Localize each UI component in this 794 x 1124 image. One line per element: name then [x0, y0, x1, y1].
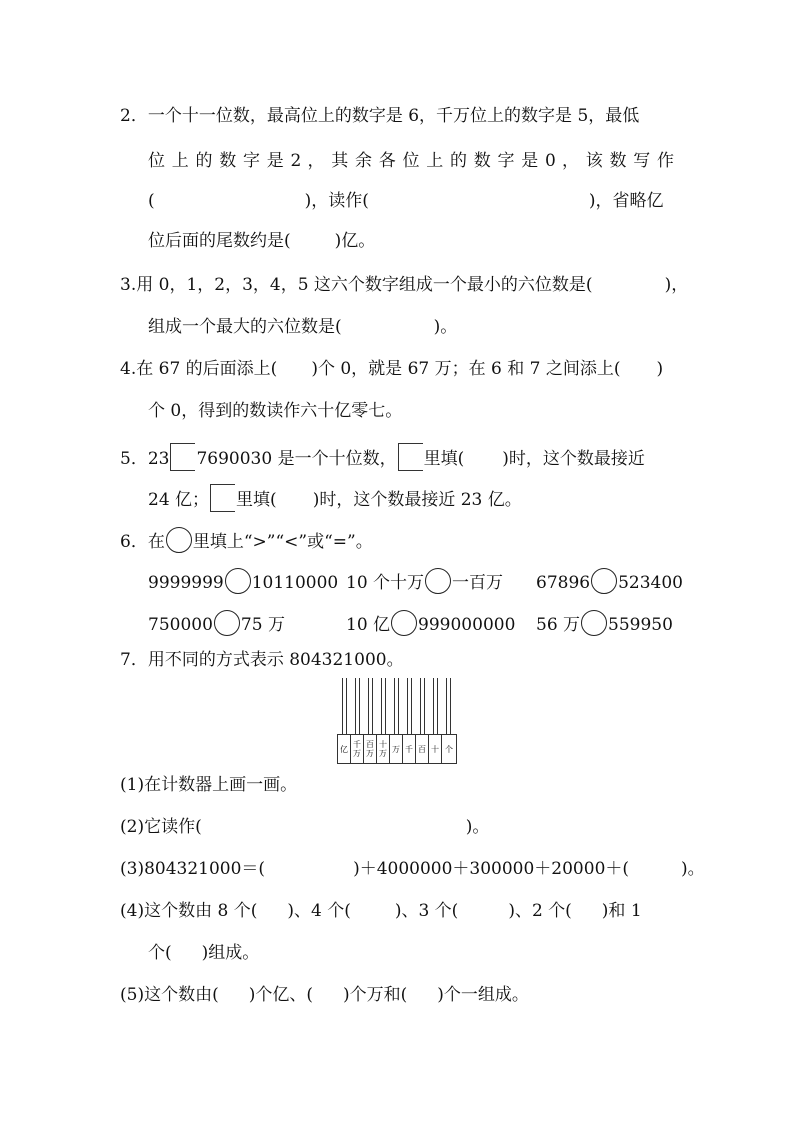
q2-line3: [148, 186, 664, 216]
q4-number: 4.: [120, 359, 137, 379]
abacus-label-ge: 个: [445, 744, 453, 754]
q7-p3-label: (3)804321000＝(: [120, 859, 266, 879]
q6-row2-b: [346, 610, 515, 640]
q3-close-1: )，: [664, 275, 689, 295]
compare-circle[interactable]: [581, 610, 607, 636]
q7-p4-b: )、4 个(: [287, 901, 351, 921]
abacus-label-shi: 十: [429, 735, 442, 763]
q2-omit-label: )，省略亿: [588, 191, 664, 211]
q6-row1-c: [536, 568, 683, 598]
q7-prompt-text: 用不同的方式表示 804321000。: [147, 650, 404, 670]
q3-line2: [148, 312, 457, 342]
q2-number: 2．: [120, 106, 148, 126]
q2-line4: [148, 226, 375, 256]
q2-read-label: )，读作(: [304, 191, 369, 211]
compare-circle[interactable]: [225, 568, 251, 594]
q6-prompt: [120, 527, 373, 557]
q7-part1: (1)在计数器上画一画。: [120, 775, 298, 795]
compare-circle[interactable]: [214, 610, 240, 636]
q7-part2: [120, 812, 489, 842]
q4-text-2: )个 0，就是 67 万；在 6 和 7 之间添上(: [311, 359, 621, 379]
q5-fill-label-2: 里填(: [236, 490, 277, 510]
abacus-label-qianwan: 千万: [351, 735, 364, 763]
abacus-rod[interactable]: [420, 678, 425, 734]
abacus-rod[interactable]: [381, 678, 386, 734]
q5-text-3: 24 亿；: [148, 490, 210, 510]
q7-part4: [120, 896, 642, 926]
abacus-rod[interactable]: [342, 678, 347, 734]
q7-prompt: [120, 645, 404, 675]
q4-text-1: 在 67 的后面添上(: [136, 359, 278, 379]
q3-number: 3.: [120, 275, 137, 295]
q7-p5-c: )个万和(: [342, 985, 408, 1005]
q7-p4-line2-b: )组成。: [201, 943, 260, 963]
q2-approx-label: 位后面的尾数约是(: [148, 231, 291, 251]
abacus-rod[interactable]: [368, 678, 373, 734]
q7-part4-line2: [148, 938, 259, 968]
digit-box-3: [210, 484, 235, 512]
q3-line1: [120, 270, 688, 300]
abacus-rod[interactable]: [355, 678, 360, 734]
abacus-base: [337, 734, 457, 764]
q3-text-2: 组成一个最大的六位数是(: [148, 317, 342, 337]
q2-unit: )亿。: [334, 231, 376, 251]
q7-p3-close: )。: [681, 859, 705, 879]
compare-right: 75 万: [240, 615, 285, 635]
q7-p4-a: (4)这个数由 8 个(: [120, 901, 258, 921]
compare-right: 10110000: [251, 573, 339, 593]
digit-box-1[interactable]: [170, 443, 195, 471]
q6-row2-c: [536, 610, 673, 640]
q5-fill-label-1: 里填(: [423, 449, 465, 469]
q7-number: 7．: [120, 650, 148, 670]
q7-p3-sum: )＋4000000＋300000＋20000＋(: [353, 859, 630, 879]
q6-number: 6．: [120, 532, 148, 552]
compare-left: 9999999: [148, 573, 224, 593]
q7-p4-e: )和 1: [601, 901, 642, 921]
q7-p2-label: (2)它读作(: [120, 817, 202, 837]
q7-p4-line2-a: 个(: [148, 943, 172, 963]
q2-line1: [120, 101, 639, 131]
q7-p4-d: )、2 个(: [508, 901, 572, 921]
q7-p2-close: )。: [465, 817, 490, 837]
compare-circle[interactable]: [591, 568, 617, 594]
compare-left: 10 个十万: [346, 573, 425, 593]
compare-circle[interactable]: [425, 568, 451, 594]
q5-line1: [120, 443, 645, 473]
q2-line2: 位 上 的 数 字 是 2 ， 其 余 各 位 上 的 数 字 是 0 ， 该 数 写 作: [148, 151, 674, 171]
abacus-label-bai: 百: [416, 735, 429, 763]
q5-text-4: )时，这个数最接近 23 亿。: [312, 490, 522, 510]
abacus-rod[interactable]: [446, 678, 451, 734]
compare-circle[interactable]: [391, 610, 417, 636]
compare-left: 10 亿: [346, 615, 391, 635]
abacus-rod[interactable]: [394, 678, 399, 734]
q4-line2: 个 0，得到的数读作六十亿零七。: [148, 401, 403, 421]
compare-circle-example: [166, 527, 192, 553]
q7-p5-a: (5)这个数由(: [120, 985, 219, 1005]
q5-prefix: 23: [147, 449, 170, 469]
q7-p4-c: )、3 个(: [394, 901, 459, 921]
abacus-label-shiwan: 十万: [377, 735, 390, 763]
q3-close-2: )。: [433, 317, 458, 337]
compare-right: 523400: [618, 573, 683, 593]
q5-text-1: 7690030 是一个十位数，: [196, 449, 397, 469]
compare-right: 一百万: [452, 573, 504, 593]
compare-left: 750000: [148, 615, 213, 635]
q7-part3: [120, 854, 705, 884]
q4-close: ): [656, 359, 664, 379]
compare-left: 67896: [536, 573, 591, 593]
q6-row1-a: [148, 568, 338, 598]
q7-p5-d: )个一组成。: [437, 985, 529, 1005]
q3-text-1: 用 0，1，2，3，4，5 这六个数字组成一个最小的六位数是(: [136, 275, 593, 295]
q2-text-1: 一个十一位数，最高位上的数字是 6，千万位上的数字是 5，最低: [147, 106, 640, 126]
q6-row1-b: [346, 568, 503, 598]
q7-p5-b: )个亿、(: [248, 985, 313, 1005]
q2-paren-write: (: [148, 191, 155, 211]
abacus-rod[interactable]: [433, 678, 438, 734]
abacus-rod[interactable]: [407, 678, 412, 734]
q4-line1: [120, 354, 663, 384]
abacus-counter[interactable]: [337, 678, 457, 764]
abacus-label-wan: 万: [390, 735, 403, 763]
q6-row2-a: [148, 610, 285, 640]
compare-right: 999000000: [418, 615, 516, 635]
abacus-label-yi: 亿: [338, 735, 351, 763]
digit-box-2: [398, 443, 423, 471]
q7-part5: [120, 980, 529, 1010]
q6-prompt-b: 里填上“>”“<”或“=”。: [192, 532, 373, 552]
q5-text-2: )时，这个数最接近: [502, 449, 645, 469]
compare-left: 56 万: [536, 615, 581, 635]
abacus-label-baiwan: 百万: [364, 735, 377, 763]
q6-prompt-a: 在: [147, 532, 165, 552]
abacus-label-qian: 千: [403, 735, 416, 763]
q5-number: 5．: [120, 449, 148, 469]
compare-right: 559950: [608, 615, 673, 635]
q5-line2: [148, 484, 522, 514]
